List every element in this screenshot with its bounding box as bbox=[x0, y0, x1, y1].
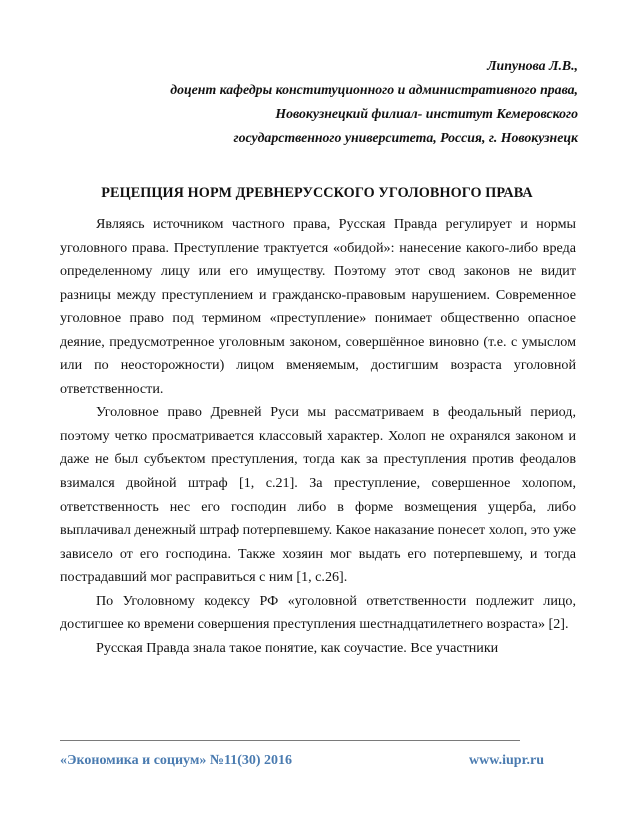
footer-divider bbox=[60, 740, 520, 741]
website-link[interactable]: www.iupr.ru bbox=[469, 753, 544, 768]
paragraph: Уголовное право Древней Руси мы рассматриваем в феодальный период, поэтому четко просматривается классовый характер. Холоп не охранялся законом и даже не был субъектом преступления, тогда как за преступления против феодалов взимался двойной штраф [1, с.21]. За преступление, совершенное холопом, ответственность нес его господин либо в форме возмещения ущерба, либо выплачивал денежный штраф потерпевшему. Какое наказание понесет холоп, это уже зависело от его господина. Также хозяин мог выдать его потерпевшему, и тогда пострадавший мог расправиться с ним [1, с.26]. bbox=[60, 404, 577, 586]
paragraph: Являясь источником частного права, Русская Правда регулирует и нормы уголовного права. Преступление трактуется «обидой»: нанесение какого-либо вреда определенному лицу или его имуществу. Поэтому этот свод законов не видит разницы между преступлением и гражданско-правовым нарушением. Современное уголовное право под термином «преступление» понимает общественно опасное деяние, предусмотренное уголовным законом, совершённое виновно (т.е. с умыслом или по неосторожности) лицом вменяемым, достигшим возраста уголовной ответственности. bbox=[60, 216, 576, 397]
article-title: РЕЦЕПЦИЯ НОРМ ДРЕВНЕРУССКОГО УГОЛОВНОГО ПРАВА bbox=[101, 185, 533, 201]
paragraph: По Уголовному кодексу РФ «уголовной ответственности подлежит лицо, достигшее ко времени совершения преступления шестнадцатилетнего возраста» [2]. bbox=[60, 592, 576, 633]
article-body bbox=[60, 213, 576, 660]
author-block bbox=[170, 54, 578, 150]
journal-citation: «Экономика и социум» №11(30) 2016 bbox=[60, 753, 293, 768]
author-name: Липунова Л.В., bbox=[487, 58, 578, 73]
paragraph: Русская Правда знала такое понятие, как соучастие. Все участники bbox=[96, 639, 499, 656]
author-affiliation-line-2: государственного университета, Россия, г. Новокузнецк bbox=[233, 130, 578, 145]
author-affiliation-line-1: Новокузнецкий филиал- институт Кемеровского bbox=[275, 106, 578, 121]
author-position: доцент кафедры конституционного и административного права, bbox=[170, 82, 578, 97]
